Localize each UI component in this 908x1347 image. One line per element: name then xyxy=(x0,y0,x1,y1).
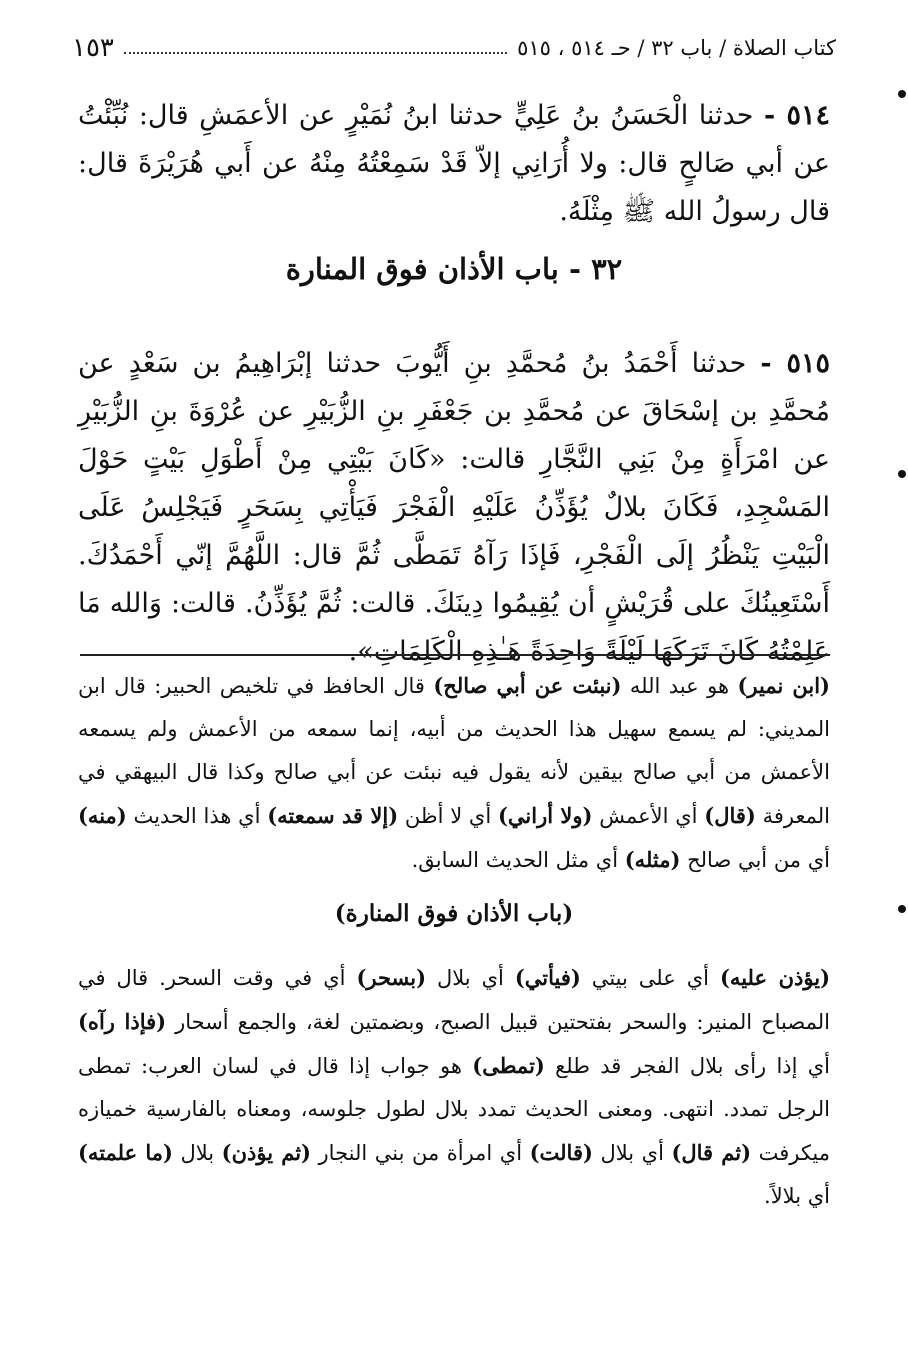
commentary-block-1 xyxy=(78,664,830,882)
hadith-text: حدثنا أَحْمَدُ بنُ مُحمَّدِ بنِ أَيُّوبَ حدثنا إبْرَاهِيمُ بن سَعْدٍ عن مُحمَّدِ بن إسْحَاقَ عن مُحمَّدِ بن جَعْفَرِ بنِ الزُّبَيْرِ عن عُرْوَةَ بنِ الزُّبَيْرِ عن امْرَأَةٍ مِنْ بَنِي النَّجَّارِ قالت: «كَانَ بَيْتِي مِنْ أَطْوَلِ بَيْتٍ حَوْلَ المَسْجِدِ، فَكَانَ بلالٌ يُؤَذِّنُ عَلَيْهِ الْفَجْرَ فَيَأْتِي بِسَحَرٍ فَيَجْلِسُ عَلَى الْبَيْتِ يَنْظُرُ إلَى الْفَجْرِ، فَإذَا رَآهُ تَمَطَّى ثُمَّ قال: اللَّهُمَّ إنّي أَحْمَدُكَ. أَسْتَعِينُكَ على قُرَيْشٍ أن يُقِيمُوا دِينَكَ. قالت: ثُمَّ يُؤَذِّنُ. قالت: وَالله مَا عَلِمْتُهُ كَانَ تَرَكَهَا لَيْلَةً وَاحِدَةً هَـٰذِهِ الْكَلِمَاتِ». xyxy=(78,348,830,667)
commentary-text: أي بلالاً. xyxy=(764,1184,830,1208)
margin-mark xyxy=(898,470,906,478)
commentary-keyword: (فيأتي) xyxy=(514,965,581,990)
commentary-text: أي في وقت السحر. قال في المصباح المنير: والسحر بفتحتين قبيل الصبح، وبضمتين لغة، والجمع أسحار xyxy=(78,966,830,1034)
commentary-keyword: (بسحر) xyxy=(356,965,427,990)
commentary-text: أي الأعمش xyxy=(592,804,705,828)
margin-mark xyxy=(898,90,906,98)
leader-dots xyxy=(124,52,507,54)
commentary-block-2 xyxy=(78,956,830,1218)
commentary-keyword: (قالت) xyxy=(529,1140,593,1165)
footnote-divider xyxy=(80,654,830,656)
commentary-text: أي لا أظن xyxy=(398,804,498,828)
commentary-keyword: (مثله) xyxy=(624,847,681,872)
commentary-keyword: (ثم يؤذن) xyxy=(221,1140,311,1165)
hadith-text: حدثنا الْحَسَنُ بنُ عَلِيٍّ حدثنا ابنُ نُمَيْرٍ عن الأعمَشِ قال: نُبِّئْتُ عن أبي صَالحٍ قال: ولا أُرَانِي إلاّ قَدْ سَمِعْتُهُ مِنْهُ عن أَبي هُرَيْرَةَ قال: قال رسولُ الله ﷺ مِثْلَهُ. xyxy=(78,100,830,227)
commentary-keyword: (إلا قد سمعته) xyxy=(267,803,399,828)
commentary-text: هو جواب إذا قال في لسان العرب: تمطى الرجل تمدد. انتهى. ومعنى الحديث تمدد بلال لطول جلوسه، ومعناه بالفارسية خميازه ميكرفت xyxy=(78,1054,830,1165)
hadith-number: ٥١٥ - xyxy=(760,348,830,379)
commentary-chapter-title: (باب الأذان فوق المنارة) xyxy=(334,900,574,927)
page-number: ١٥٣ xyxy=(72,33,114,63)
commentary-text: أي إذا رأى بلال الفجر قد طلع xyxy=(544,1054,831,1078)
commentary-text: أي بلال xyxy=(426,966,515,990)
commentary-keyword: (منه) xyxy=(78,803,127,828)
hadith-515 xyxy=(78,340,830,676)
commentary-keyword: (ولا أراني) xyxy=(497,803,593,828)
commentary-keyword: (ما علمته) xyxy=(78,1140,173,1165)
hadith-number: ٥١٤ - xyxy=(763,100,831,131)
commentary-text: أي بلال xyxy=(592,1141,672,1165)
hadith-514 xyxy=(78,92,830,236)
commentary-text: أي هذا الحديث xyxy=(126,804,268,828)
commentary-text: أي امرأة من بني النجار xyxy=(310,1141,530,1165)
commentary-text: أي من أبي صالح xyxy=(680,848,830,872)
commentary-keyword: (ابن نمير) xyxy=(737,673,830,698)
running-title: كتاب الصلاة / باب ٣٢ / حـ ٥١٤ ، ٥١٥ xyxy=(517,36,836,60)
commentary-text: أي على بيتي xyxy=(580,966,720,990)
commentary-keyword: (قال) xyxy=(704,803,756,828)
commentary-text: هو عبد الله xyxy=(621,674,738,698)
chapter-title: ٣٢ - باب الأذان فوق المنارة xyxy=(285,252,623,286)
commentary-keyword: (تمطى) xyxy=(472,1053,545,1078)
commentary-text: بلال xyxy=(172,1141,222,1165)
commentary-keyword: (يؤذن عليه) xyxy=(720,965,831,990)
running-header xyxy=(72,28,836,68)
commentary-text: قال الحافظ في تلخيص الحبير: قال ابن المديني: لم يسمع سهيل هذا الحديث من أبيه، إنما سمعه من الأعمش ولم يسمعه الأعمش من أبي صالح بيقين لأنه يقول فيه نبئت عن أبي صالح وكذا قال البيهقي في المعرفة xyxy=(78,674,830,828)
commentary-keyword: (نبئت عن أبي صالح) xyxy=(433,673,622,698)
commentary-keyword: (فإذا رآه) xyxy=(78,1009,167,1034)
commentary-keyword: (ثم قال) xyxy=(671,1140,752,1165)
commentary-text: أي مثل الحديث السابق. xyxy=(411,848,625,872)
margin-mark xyxy=(898,905,906,913)
